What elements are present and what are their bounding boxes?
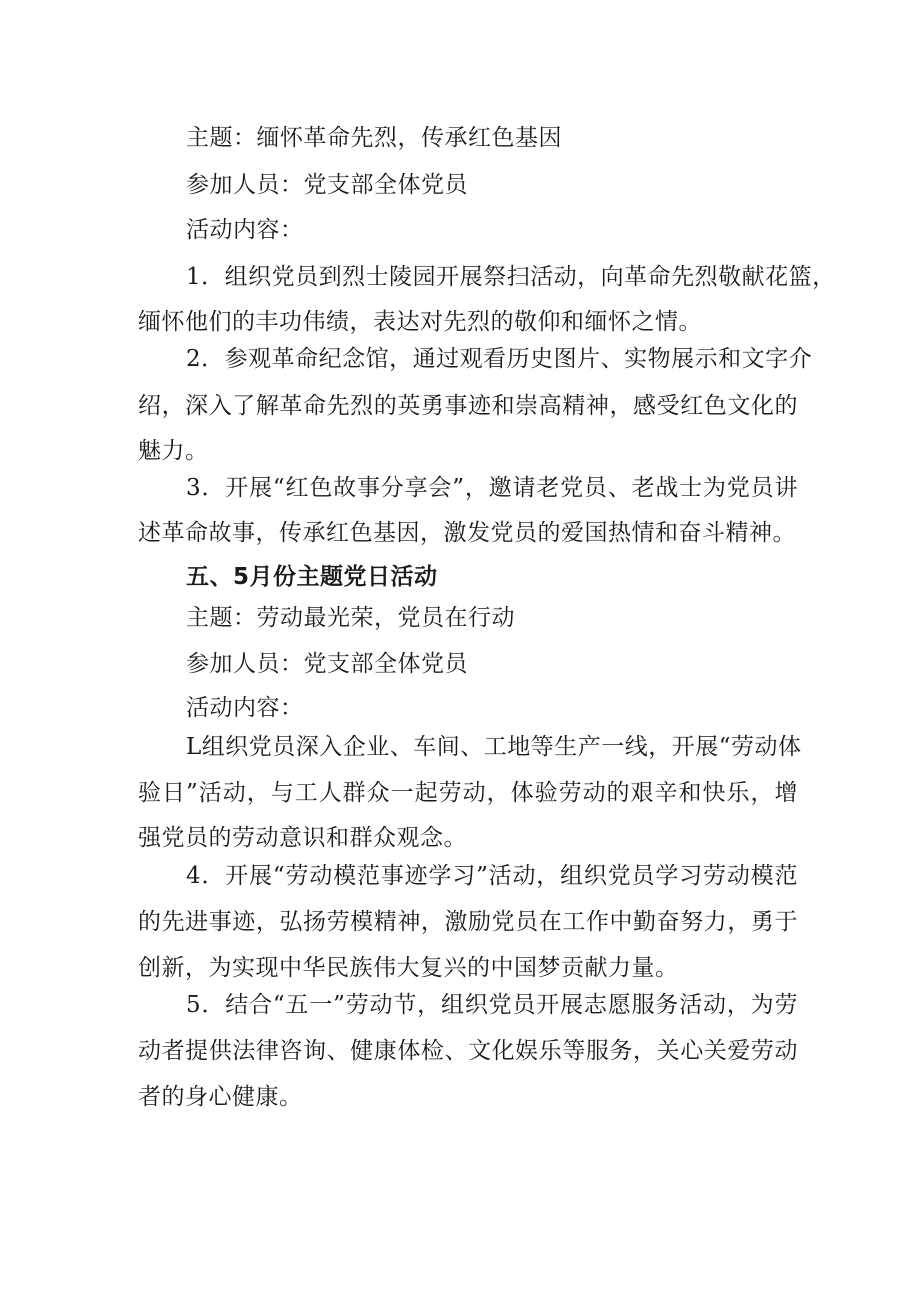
section5-item4-line2: 的先进事迹，弘扬劳模精神，激励党员在工作中勤奋努力，勇于 bbox=[138, 909, 798, 935]
section5-content-label: 活动内容： bbox=[186, 695, 304, 721]
section4-participants: 参加人员：党支部全体党员 bbox=[186, 172, 468, 198]
section4-item1-line2: 缅怀他们的丰功伟绩，表达对先烈的敬仰和缅怀之情。 bbox=[138, 309, 702, 335]
section4-item2-line1: 2．参观革命纪念馆，通过观看历史图片、实物展示和文字介 bbox=[186, 346, 813, 372]
section4-item3-line1: 3．开展“红色故事分享会”，邀请老党员、老战士为党员讲 bbox=[186, 475, 798, 501]
section4-item3-line2: 述革命故事，传承红色基因，激发党员的爱国热情和奋斗精神。 bbox=[138, 520, 796, 546]
section5-item1-line1: L组织党员深入企业、车间、工地等生产一线，开展“劳动体 bbox=[186, 734, 802, 760]
section4-item2-line2: 绍，深入了解革命先烈的英勇事迹和崇高精神，感受红色文化的 bbox=[138, 393, 798, 419]
section5-participants: 参加人员：党支部全体党员 bbox=[186, 651, 468, 677]
section5-item5-line2: 动者提供法律咨询、健康体检、文化娱乐等服务，关心关爱劳动 bbox=[138, 1038, 798, 1064]
section5-item5-line3: 者的身心健康。 bbox=[138, 1084, 303, 1110]
section4-content-label: 活动内容： bbox=[186, 217, 304, 243]
section5-item4-line1: 4．开展“劳动模范事迹学习”活动，组织党员学习劳动模范 bbox=[186, 863, 798, 889]
section5-theme: 主题：劳动最光荣，党员在行动 bbox=[186, 605, 515, 631]
section5-item5-line1: 5．结合“五一”劳动节，组织党员开展志愿服务活动，为劳 bbox=[186, 992, 798, 1018]
section4-theme: 主题：缅怀革命先烈，传承红色基因 bbox=[186, 125, 562, 151]
section5-item4-line3: 创新，为实现中华民族伟大复兴的中国梦贡献力量。 bbox=[138, 955, 679, 981]
section5-heading: 五、5月份主题党日活动 bbox=[186, 564, 438, 590]
section4-item1-line1: 1．组织党员到烈士陵园开展祭扫活动，向革命先烈敬献花篮， bbox=[186, 264, 836, 290]
section5-item1-line2: 验日”活动，与工人群众一起劳动，体验劳动的艰辛和快乐，增 bbox=[138, 780, 798, 806]
section5-item1-line3: 强党员的劳动意识和群众观念。 bbox=[138, 825, 467, 851]
section4-item2-line3: 魅力。 bbox=[138, 438, 209, 464]
